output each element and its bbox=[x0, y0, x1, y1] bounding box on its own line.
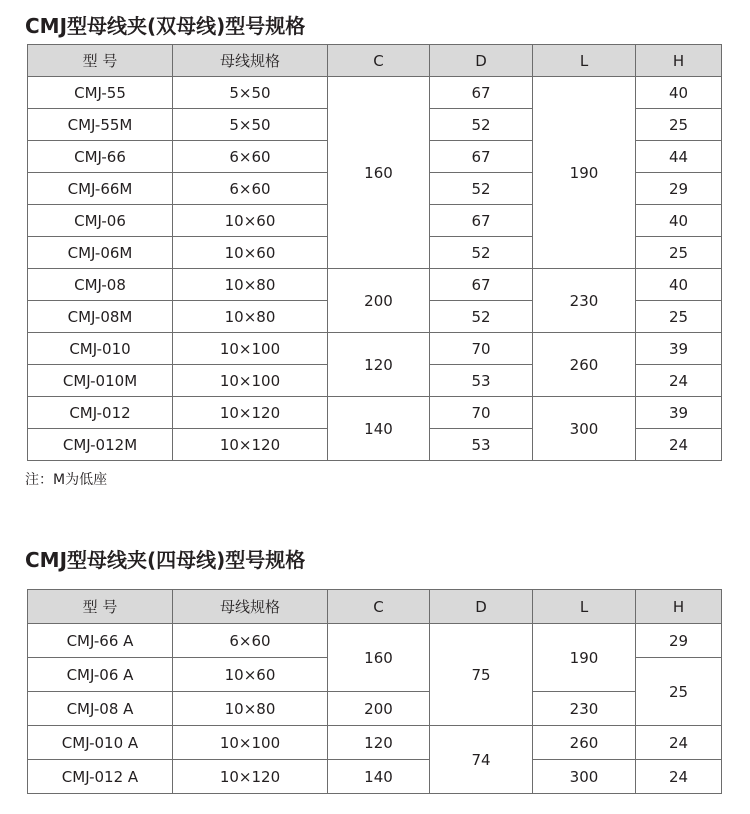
l-cell: 190 bbox=[533, 77, 636, 269]
model-cell: CMJ-66M bbox=[28, 173, 173, 205]
spec-cell: 10×100 bbox=[173, 726, 328, 760]
header-model: 型 号 bbox=[28, 590, 173, 624]
d-cell: 52 bbox=[430, 173, 533, 205]
c-cell: 120 bbox=[328, 726, 430, 760]
h-cell: 24 bbox=[636, 365, 722, 397]
table-row bbox=[28, 760, 722, 794]
spec-cell: 10×100 bbox=[173, 333, 328, 365]
h-cell: 25 bbox=[636, 109, 722, 141]
h-cell: 39 bbox=[636, 397, 722, 429]
header-l: L bbox=[533, 45, 636, 77]
spec-cell: 10×80 bbox=[173, 692, 328, 726]
d-cell: 74 bbox=[430, 726, 533, 794]
header-busbar-spec: 母线规格 bbox=[173, 590, 328, 624]
header-model: 型 号 bbox=[28, 45, 173, 77]
h-cell: 24 bbox=[636, 429, 722, 461]
l-cell: 300 bbox=[533, 760, 636, 794]
spec-cell: 10×80 bbox=[173, 269, 328, 301]
l-cell: 260 bbox=[533, 726, 636, 760]
c-cell: 160 bbox=[328, 624, 430, 692]
c-cell: 200 bbox=[328, 692, 430, 726]
table-row bbox=[28, 333, 722, 365]
header-c: C bbox=[328, 590, 430, 624]
spec-cell: 10×120 bbox=[173, 397, 328, 429]
table1-title: CMJ型母线夹(双母线)型号规格 bbox=[25, 14, 306, 38]
spec-cell: 10×80 bbox=[173, 301, 328, 333]
d-cell: 70 bbox=[430, 397, 533, 429]
table2-title: CMJ型母线夹(四母线)型号规格 bbox=[25, 548, 306, 572]
table-row bbox=[28, 624, 722, 658]
d-cell: 52 bbox=[430, 109, 533, 141]
header-h: H bbox=[636, 590, 722, 624]
quad-busbar-spec-table bbox=[27, 589, 722, 794]
c-cell: 140 bbox=[328, 397, 430, 461]
h-cell: 29 bbox=[636, 173, 722, 205]
h-cell: 40 bbox=[636, 269, 722, 301]
model-cell: CMJ-66 bbox=[28, 141, 173, 173]
header-l: L bbox=[533, 590, 636, 624]
spec-cell: 10×60 bbox=[173, 237, 328, 269]
table-row bbox=[28, 726, 722, 760]
header-h: H bbox=[636, 45, 722, 77]
d-cell: 52 bbox=[430, 301, 533, 333]
table-header-row bbox=[28, 45, 722, 77]
model-cell: CMJ-06 A bbox=[28, 658, 173, 692]
header-busbar-spec: 母线规格 bbox=[173, 45, 328, 77]
l-cell: 230 bbox=[533, 692, 636, 726]
c-cell: 140 bbox=[328, 760, 430, 794]
header-d: D bbox=[430, 45, 533, 77]
spec-cell: 10×60 bbox=[173, 658, 328, 692]
h-cell: 25 bbox=[636, 658, 722, 726]
d-cell: 67 bbox=[430, 269, 533, 301]
table-row bbox=[28, 269, 722, 301]
model-cell: CMJ-66 A bbox=[28, 624, 173, 658]
h-cell: 40 bbox=[636, 77, 722, 109]
model-cell: CMJ-55M bbox=[28, 109, 173, 141]
spec-cell: 6×60 bbox=[173, 624, 328, 658]
model-cell: CMJ-010M bbox=[28, 365, 173, 397]
table-header-row bbox=[28, 590, 722, 624]
l-cell: 190 bbox=[533, 624, 636, 692]
header-d: D bbox=[430, 590, 533, 624]
h-cell: 29 bbox=[636, 624, 722, 658]
spec-cell: 6×60 bbox=[173, 173, 328, 205]
h-cell: 24 bbox=[636, 760, 722, 794]
model-cell: CMJ-06 bbox=[28, 205, 173, 237]
d-cell: 53 bbox=[430, 429, 533, 461]
c-cell: 120 bbox=[328, 333, 430, 397]
l-cell: 260 bbox=[533, 333, 636, 397]
h-cell: 39 bbox=[636, 333, 722, 365]
model-cell: CMJ-010 A bbox=[28, 726, 173, 760]
c-cell: 160 bbox=[328, 77, 430, 269]
d-cell: 52 bbox=[430, 237, 533, 269]
model-cell: CMJ-55 bbox=[28, 77, 173, 109]
table-row bbox=[28, 692, 722, 726]
table1-note: 注：M为低座 bbox=[25, 472, 108, 488]
spec-cell: 10×60 bbox=[173, 205, 328, 237]
c-cell: 200 bbox=[328, 269, 430, 333]
h-cell: 24 bbox=[636, 726, 722, 760]
h-cell: 44 bbox=[636, 141, 722, 173]
model-cell: CMJ-06M bbox=[28, 237, 173, 269]
l-cell: 230 bbox=[533, 269, 636, 333]
l-cell: 300 bbox=[533, 397, 636, 461]
h-cell: 25 bbox=[636, 301, 722, 333]
table-row bbox=[28, 77, 722, 109]
d-cell: 53 bbox=[430, 365, 533, 397]
table-row bbox=[28, 397, 722, 429]
spec-cell: 6×60 bbox=[173, 141, 328, 173]
model-cell: CMJ-012M bbox=[28, 429, 173, 461]
model-cell: CMJ-08M bbox=[28, 301, 173, 333]
d-cell: 67 bbox=[430, 77, 533, 109]
spec-cell: 5×50 bbox=[173, 77, 328, 109]
header-c: C bbox=[328, 45, 430, 77]
model-cell: CMJ-08 bbox=[28, 269, 173, 301]
d-cell: 75 bbox=[430, 624, 533, 726]
spec-cell: 10×120 bbox=[173, 429, 328, 461]
model-cell: CMJ-012 bbox=[28, 397, 173, 429]
d-cell: 70 bbox=[430, 333, 533, 365]
d-cell: 67 bbox=[430, 205, 533, 237]
spec-cell: 10×100 bbox=[173, 365, 328, 397]
model-cell: CMJ-08 A bbox=[28, 692, 173, 726]
model-cell: CMJ-010 bbox=[28, 333, 173, 365]
double-busbar-spec-table bbox=[27, 44, 722, 461]
h-cell: 40 bbox=[636, 205, 722, 237]
h-cell: 25 bbox=[636, 237, 722, 269]
spec-cell: 10×120 bbox=[173, 760, 328, 794]
d-cell: 67 bbox=[430, 141, 533, 173]
model-cell: CMJ-012 A bbox=[28, 760, 173, 794]
spec-cell: 5×50 bbox=[173, 109, 328, 141]
